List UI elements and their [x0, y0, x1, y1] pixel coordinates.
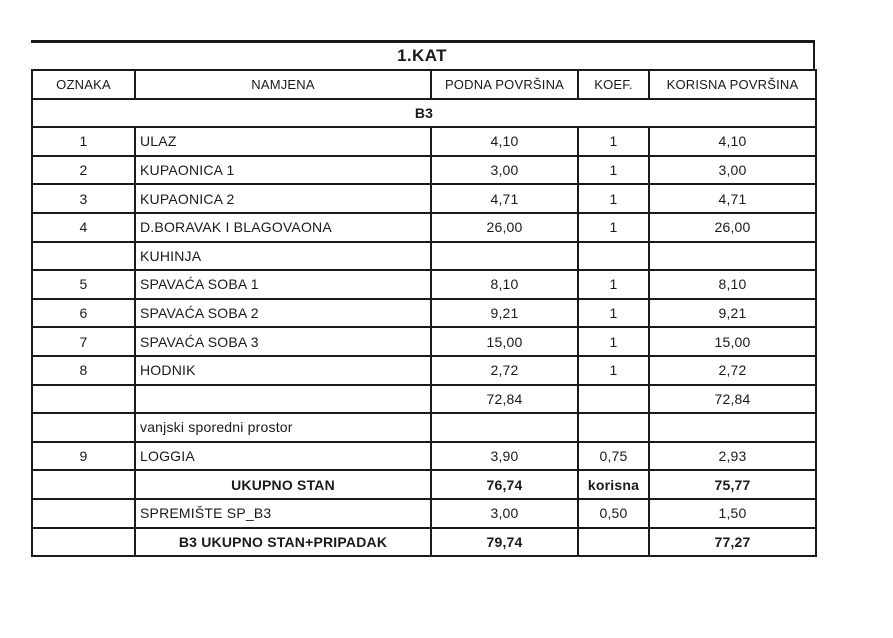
cell-oznaka: 2: [32, 156, 135, 185]
table-row: [32, 499, 816, 528]
cell-namjena: UKUPNO STAN: [135, 470, 431, 499]
cell-korisna: 1,50: [649, 499, 816, 528]
table-row: [32, 127, 816, 156]
cell-oznaka: [32, 528, 135, 557]
cell-korisna: [649, 242, 816, 271]
cell-oznaka: [32, 499, 135, 528]
cell-namjena: HODNIK: [135, 356, 431, 385]
cell-oznaka: [32, 385, 135, 414]
cell-podna: 4,71: [431, 184, 578, 213]
subtotal-row: [32, 385, 816, 414]
cell-oznaka: 3: [32, 184, 135, 213]
total-flat-row: [32, 470, 816, 499]
cell-korisna: 15,00: [649, 327, 816, 356]
column-header-podna: PODNA POVRŠINA: [431, 70, 578, 99]
cell-korisna: 2,93: [649, 442, 816, 471]
column-header-koef: KOEF.: [578, 70, 649, 99]
cell-namjena: D.BORAVAK I BLAGOVAONA: [135, 213, 431, 242]
cell-koef: 1: [578, 127, 649, 156]
table-row: [32, 327, 816, 356]
cell-korisna: 72,84: [649, 385, 816, 414]
cell-podna: 76,74: [431, 470, 578, 499]
section-row: [32, 99, 816, 128]
table-row: [32, 156, 816, 185]
cell-oznaka: 4: [32, 213, 135, 242]
cell-namjena: vanjski sporedni prostor: [135, 413, 431, 442]
floor-title: 1.KAT: [31, 40, 815, 69]
cell-oznaka: 5: [32, 270, 135, 299]
cell-namjena: B3 UKUPNO STAN+PRIPADAK: [135, 528, 431, 557]
area-table: [31, 69, 817, 557]
cell-korisna: 2,72: [649, 356, 816, 385]
cell-oznaka: 9: [32, 442, 135, 471]
table-row: [32, 270, 816, 299]
cell-koef: [578, 413, 649, 442]
cell-koef: korisna: [578, 470, 649, 499]
cell-namjena: LOGGIA: [135, 442, 431, 471]
cell-namjena: ULAZ: [135, 127, 431, 156]
cell-namjena: [135, 385, 431, 414]
cell-korisna: [649, 413, 816, 442]
cell-namjena: SPAVAĆA SOBA 3: [135, 327, 431, 356]
cell-koef: 0,50: [578, 499, 649, 528]
cell-namjena: KUPAONICA 1: [135, 156, 431, 185]
cell-koef: 1: [578, 184, 649, 213]
cell-podna: 3,90: [431, 442, 578, 471]
cell-podna: 4,10: [431, 127, 578, 156]
cell-podna: 26,00: [431, 213, 578, 242]
cell-oznaka: 7: [32, 327, 135, 356]
table-row: [32, 413, 816, 442]
cell-koef: [578, 528, 649, 557]
column-header-oznaka: OZNAKA: [32, 70, 135, 99]
cell-oznaka: [32, 242, 135, 271]
table-row: [32, 299, 816, 328]
table-row: [32, 356, 816, 385]
table-row: [32, 184, 816, 213]
grand-total-row: [32, 528, 816, 557]
cell-podna: 72,84: [431, 385, 578, 414]
cell-podna: 79,74: [431, 528, 578, 557]
cell-korisna: 77,27: [649, 528, 816, 557]
cell-podna: 3,00: [431, 156, 578, 185]
column-header-namjena: NAMJENA: [135, 70, 431, 99]
cell-podna: [431, 242, 578, 271]
cell-korisna: 9,21: [649, 299, 816, 328]
cell-korisna: 8,10: [649, 270, 816, 299]
header-row: [32, 70, 816, 99]
table-row: [32, 213, 816, 242]
cell-korisna: 4,71: [649, 184, 816, 213]
cell-koef: 1: [578, 327, 649, 356]
cell-podna: 9,21: [431, 299, 578, 328]
cell-koef: 1: [578, 156, 649, 185]
column-header-korisna: KORISNA POVRŠINA: [649, 70, 816, 99]
cell-namjena: SPREMIŠTE SP_B3: [135, 499, 431, 528]
cell-namjena: KUPAONICA 2: [135, 184, 431, 213]
cell-koef: 1: [578, 356, 649, 385]
cell-oznaka: [32, 470, 135, 499]
cell-korisna: 4,10: [649, 127, 816, 156]
cell-korisna: 75,77: [649, 470, 816, 499]
cell-namjena: SPAVAĆA SOBA 2: [135, 299, 431, 328]
table-row: [32, 442, 816, 471]
cell-koef: 1: [578, 299, 649, 328]
cell-koef: 1: [578, 270, 649, 299]
cell-oznaka: 8: [32, 356, 135, 385]
cell-koef: [578, 385, 649, 414]
cell-oznaka: [32, 413, 135, 442]
cell-podna: 3,00: [431, 499, 578, 528]
floor-area-sheet: [31, 40, 815, 557]
cell-namjena: SPAVAĆA SOBA 1: [135, 270, 431, 299]
cell-oznaka: 1: [32, 127, 135, 156]
cell-koef: [578, 242, 649, 271]
table-row: [32, 242, 816, 271]
cell-koef: 0,75: [578, 442, 649, 471]
cell-namjena: KUHINJA: [135, 242, 431, 271]
cell-oznaka: 6: [32, 299, 135, 328]
cell-korisna: 26,00: [649, 213, 816, 242]
cell-podna: 15,00: [431, 327, 578, 356]
cell-podna: [431, 413, 578, 442]
cell-koef: 1: [578, 213, 649, 242]
cell-podna: 8,10: [431, 270, 578, 299]
cell-podna: 2,72: [431, 356, 578, 385]
section-label: B3: [32, 99, 816, 128]
cell-korisna: 3,00: [649, 156, 816, 185]
